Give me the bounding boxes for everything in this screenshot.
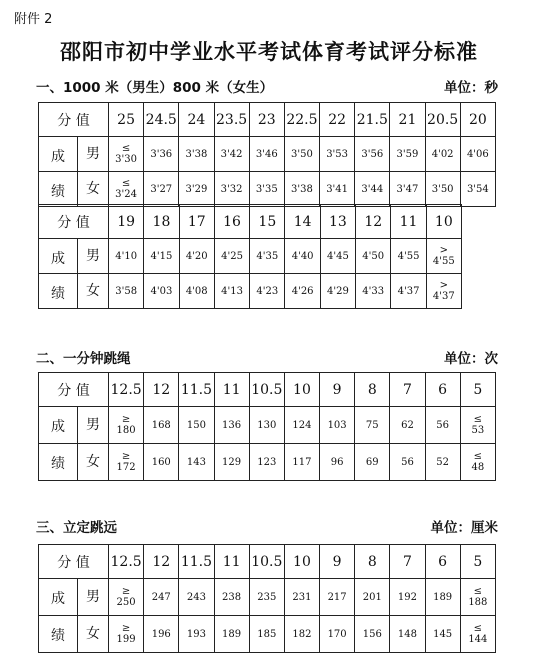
value-text: ≥ (121, 586, 131, 597)
score-cell: 11 (391, 205, 426, 239)
value-text: 188 (468, 597, 488, 608)
male-value-cell: 4'15 (144, 239, 179, 274)
male-value-cell (109, 407, 144, 444)
attachment-label: 附件 2 (14, 12, 53, 27)
score-header: 分 值 (39, 373, 109, 407)
value-text: ≥ (121, 623, 131, 634)
male-value-cell: 136 (214, 407, 249, 444)
score-cell: 5 (460, 545, 495, 579)
female-value-cell: 4'13 (214, 274, 249, 309)
female-value-cell: 196 (144, 616, 179, 653)
score-cell: 8 (355, 373, 390, 407)
female-value-cell: 4'03 (144, 274, 179, 309)
value-text: > (439, 280, 449, 291)
section-1-table-a (38, 102, 496, 207)
male-value-cell: 3'50 (284, 137, 319, 172)
female-label: 女 (77, 616, 100, 652)
male-value-cell: 4'10 (109, 239, 144, 274)
score-header: 分 值 (39, 103, 109, 137)
section-3-unit: 单位：厘米 (430, 520, 498, 536)
male-value-cell: 3'56 (355, 137, 390, 172)
value-text: 3'30 (115, 154, 137, 165)
score-cell: 22 (320, 103, 355, 137)
male-value-cell: 4'20 (179, 239, 214, 274)
score-cell: 12 (144, 373, 179, 407)
section-2-unit: 单位：次 (444, 351, 498, 367)
score-cell: 12 (144, 545, 179, 579)
female-value-cell: 3'35 (249, 172, 284, 207)
male-value-cell: 3'59 (390, 137, 425, 172)
document-title: 邵阳市初中学业水平考试体育考试评分标准 (60, 40, 478, 64)
value-text: ≤ (473, 623, 483, 634)
ji-label: 绩 (51, 184, 65, 200)
male-value-cell (460, 407, 495, 444)
score-cell: 11.5 (179, 545, 214, 579)
value-text: 4'37 (432, 291, 455, 302)
female-value-cell: 3'54 (460, 172, 495, 207)
score-cell: 10.5 (249, 545, 284, 579)
male-value-cell: 247 (144, 579, 179, 616)
female-value-cell: 182 (284, 616, 319, 653)
male-value-cell: 103 (320, 407, 355, 444)
male-value-cell: 3'36 (144, 137, 179, 172)
score-cell: 20 (460, 103, 495, 137)
male-row (39, 239, 462, 274)
male-row (39, 407, 496, 444)
female-value-cell: 193 (179, 616, 214, 653)
male-value-cell: 150 (179, 407, 214, 444)
score-cell: 14 (285, 205, 320, 239)
female-value-cell: 52 (425, 444, 460, 481)
score-cell: 17 (179, 205, 214, 239)
female-value-cell: 143 (179, 444, 214, 481)
male-value-cell: 4'55 (391, 239, 426, 274)
female-label: 女 (77, 274, 100, 308)
female-value-cell: 3'44 (355, 172, 390, 207)
female-value-cell: 3'27 (144, 172, 179, 207)
female-value-cell (460, 616, 495, 653)
value-text: 199 (116, 634, 136, 645)
value-text: ≤ (121, 143, 131, 154)
female-value-cell: 4'26 (285, 274, 320, 309)
female-value-cell: 156 (355, 616, 390, 653)
male-value-cell: 243 (179, 579, 214, 616)
score-cell: 10 (426, 205, 461, 239)
value-text: 144 (468, 634, 488, 645)
male-label-cell (39, 579, 109, 616)
male-value-cell: 189 (425, 579, 460, 616)
female-row (39, 172, 496, 207)
female-label-cell (39, 172, 109, 207)
male-value-cell: 201 (355, 579, 390, 616)
score-cell: 25 (109, 103, 144, 137)
female-label: 女 (77, 444, 100, 480)
score-cell: 22.5 (284, 103, 319, 137)
cheng-label: 成 (51, 251, 65, 267)
score-cell: 6 (425, 373, 460, 407)
female-label-cell (39, 444, 109, 481)
male-value-cell: 3'42 (214, 137, 249, 172)
male-value-cell: 4'50 (356, 239, 391, 274)
value-text: ≤ (473, 414, 483, 425)
female-value-cell: 3'47 (390, 172, 425, 207)
value-text: ≤ (473, 586, 483, 597)
value-text: ≥ (121, 414, 131, 425)
male-value-cell: 3'38 (179, 137, 214, 172)
female-value-cell: 160 (144, 444, 179, 481)
section-2-table (38, 372, 496, 481)
cheng-label: 成 (51, 419, 65, 435)
female-value-cell (109, 616, 144, 653)
female-value-cell: 129 (214, 444, 249, 481)
female-value-cell: 123 (249, 444, 284, 481)
female-row (39, 444, 496, 481)
score-cell: 11.5 (179, 373, 214, 407)
score-cell: 9 (320, 373, 355, 407)
value-text: 48 (471, 462, 485, 473)
female-label-cell (39, 616, 109, 653)
female-value-cell (109, 172, 144, 207)
value-text: 250 (116, 597, 136, 608)
score-cell: 24.5 (144, 103, 179, 137)
male-label: 男 (77, 407, 100, 443)
female-value-cell: 4'08 (179, 274, 214, 309)
male-value-cell: 75 (355, 407, 390, 444)
female-label: 女 (77, 172, 100, 206)
male-value-cell: 168 (144, 407, 179, 444)
value-text: ≤ (121, 178, 131, 189)
female-value-cell: 117 (284, 444, 319, 481)
score-cell: 6 (425, 545, 460, 579)
section-3-table (38, 544, 496, 653)
female-value-cell: 4'33 (356, 274, 391, 309)
score-cell: 7 (390, 373, 425, 407)
female-value-cell: 69 (355, 444, 390, 481)
ji-label: 绩 (51, 628, 65, 644)
score-row (39, 103, 496, 137)
female-row (39, 616, 496, 653)
male-value-cell: 3'46 (249, 137, 284, 172)
score-cell: 10 (284, 545, 319, 579)
male-value-cell (109, 137, 144, 172)
female-value-cell: 3'29 (179, 172, 214, 207)
female-value-cell: 3'32 (214, 172, 249, 207)
score-cell: 16 (214, 205, 249, 239)
value-text: 172 (116, 462, 136, 473)
female-row (39, 274, 462, 309)
section-1-unit: 单位：秒 (444, 80, 498, 96)
female-label-cell (39, 274, 109, 309)
male-value-cell: 4'45 (320, 239, 355, 274)
score-cell: 21.5 (355, 103, 390, 137)
female-value-cell: 4'29 (320, 274, 355, 309)
value-text: ≤ (473, 451, 483, 462)
score-cell: 19 (109, 205, 144, 239)
section-2-header (36, 347, 498, 367)
score-row (39, 545, 496, 579)
male-value-cell: 56 (425, 407, 460, 444)
male-value-cell: 192 (390, 579, 425, 616)
score-cell: 11 (214, 373, 249, 407)
male-value-cell (109, 579, 144, 616)
section-1-table-b (38, 204, 462, 309)
score-cell: 24 (179, 103, 214, 137)
male-value-cell: 235 (249, 579, 284, 616)
score-row (39, 205, 462, 239)
male-value-cell: 4'06 (460, 137, 495, 172)
female-value-cell: 3'58 (109, 274, 144, 309)
male-value-cell: 217 (320, 579, 355, 616)
female-value-cell: 148 (390, 616, 425, 653)
score-cell: 21 (390, 103, 425, 137)
value-text: 53 (471, 425, 485, 436)
male-value-cell: 4'35 (250, 239, 285, 274)
score-cell: 12.5 (109, 545, 144, 579)
male-label: 男 (77, 137, 100, 171)
female-value-cell: 96 (320, 444, 355, 481)
score-cell: 23 (249, 103, 284, 137)
male-label: 男 (77, 239, 100, 273)
male-value-cell: 4'40 (285, 239, 320, 274)
female-value-cell: 4'23 (250, 274, 285, 309)
male-label-cell (39, 239, 109, 274)
value-text: > (439, 245, 449, 256)
male-value-cell: 231 (284, 579, 319, 616)
male-value-cell: 124 (284, 407, 319, 444)
score-cell: 12 (356, 205, 391, 239)
male-row (39, 579, 496, 616)
male-value-cell (460, 579, 495, 616)
male-value-cell: 238 (214, 579, 249, 616)
score-cell: 15 (250, 205, 285, 239)
score-cell: 10.5 (249, 373, 284, 407)
male-value-cell: 4'25 (214, 239, 249, 274)
male-value-cell: 3'53 (320, 137, 355, 172)
score-cell: 13 (320, 205, 355, 239)
value-text: 180 (116, 425, 136, 436)
female-value-cell: 3'38 (284, 172, 319, 207)
score-row (39, 373, 496, 407)
female-value-cell: 3'41 (320, 172, 355, 207)
score-cell: 8 (355, 545, 390, 579)
male-value-cell: 130 (249, 407, 284, 444)
section-1-title: 一、1000 米（男生）800 米（女生） (36, 80, 274, 96)
score-cell: 10 (284, 373, 319, 407)
section-3-title: 三、立定跳远 (36, 520, 117, 536)
section-3-header (36, 516, 498, 536)
male-label-cell (39, 137, 109, 172)
value-text: 4'55 (432, 256, 455, 267)
ji-label: 绩 (51, 456, 65, 472)
section-1-header (36, 76, 498, 96)
ji-label: 绩 (51, 286, 65, 302)
male-value-cell: 4'02 (425, 137, 460, 172)
female-value-cell: 145 (425, 616, 460, 653)
female-value-cell (109, 444, 144, 481)
male-value-cell: 62 (390, 407, 425, 444)
score-cell: 11 (214, 545, 249, 579)
cheng-label: 成 (51, 591, 65, 607)
score-cell: 9 (320, 545, 355, 579)
section-2-title: 二、一分钟跳绳 (36, 351, 131, 367)
male-label-cell (39, 407, 109, 444)
score-cell: 12.5 (109, 373, 144, 407)
female-value-cell: 185 (249, 616, 284, 653)
value-text: 3'24 (115, 189, 137, 200)
cheng-label: 成 (51, 149, 65, 165)
score-cell: 5 (460, 373, 495, 407)
score-cell: 20.5 (425, 103, 460, 137)
female-value-cell: 4'37 (391, 274, 426, 309)
score-header: 分 值 (39, 205, 109, 239)
male-row (39, 137, 496, 172)
female-value-cell (426, 274, 461, 309)
score-header: 分 值 (39, 545, 109, 579)
female-value-cell (460, 444, 495, 481)
female-value-cell: 3'50 (425, 172, 460, 207)
female-value-cell: 56 (390, 444, 425, 481)
female-value-cell: 170 (320, 616, 355, 653)
female-value-cell: 189 (214, 616, 249, 653)
score-cell: 23.5 (214, 103, 249, 137)
value-text: ≥ (121, 451, 131, 462)
score-cell: 7 (390, 545, 425, 579)
male-label: 男 (77, 579, 100, 615)
male-value-cell (426, 239, 461, 274)
score-cell: 18 (144, 205, 179, 239)
